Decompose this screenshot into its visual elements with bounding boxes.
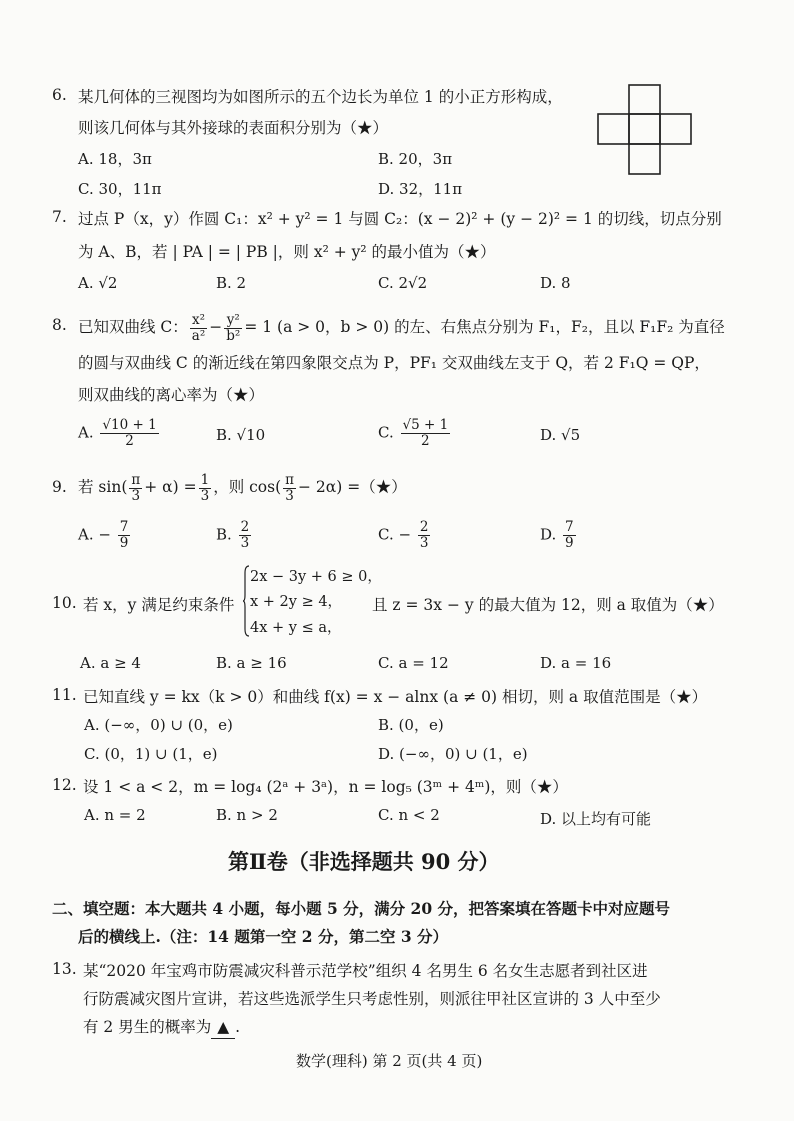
page-footer: 数学(理科) 第 2 页(共 4 页) (296, 1052, 483, 1070)
q12-option-c: C. n < 2 (378, 806, 440, 824)
q6-stem-line1: 某几何体的三视图均为如图所示的五个边长为单位 1 的小正方形构成， (78, 88, 563, 106)
q9-text-b: + α) = (144, 478, 197, 496)
q9-text-d: − 2α) =（★） (298, 478, 407, 496)
q8-text-tail: = 1 (a > 0，b > 0) 的左、右焦点分别为 F₁，F₂，且以 F₁F₂ 为直径 (244, 318, 725, 336)
q13-stem-line1: 某“2020 年宝鸡市防震减灾科普示范学校”组织 4 名男生 6 名女生志愿者到社区进 (83, 962, 648, 980)
q9-number: 9. (52, 478, 67, 496)
q9-option-d-den: 9 (565, 535, 574, 551)
q9-frac-pi3-2 (283, 473, 296, 504)
q9-stem (78, 470, 407, 504)
q8-option-a-frac (100, 418, 158, 449)
q9-one: 1 (200, 471, 210, 488)
q9-option-a-den: 9 (119, 535, 129, 551)
q9-option-d-num: 7 (565, 519, 574, 535)
q10-stem-tail: 且 z = 3x − y 的最大值为 12，则 a 取值为（★） (372, 596, 724, 614)
q6-number: 6. (52, 86, 67, 104)
q9-option-d-label: D. (540, 525, 557, 544)
q9-option-d (540, 520, 578, 551)
q9-option-d-frac (563, 520, 576, 551)
q8-frac-x-num: x² (190, 313, 207, 329)
q11-number: 11. (52, 686, 77, 704)
q11-stem: 已知直线 y = kx（k > 0）和曲线 f(x) = x − alnx (a ≠ 0) 相切，则 a 取值范围是（★） (83, 688, 708, 706)
q8-option-b: B. √10 (216, 426, 266, 444)
q8-frac-y-num: y² (224, 313, 242, 329)
q8-option-c-label: C. (378, 423, 394, 442)
q9-text-a: 若 sin( (78, 478, 128, 496)
q12-option-a: A. n = 2 (84, 806, 146, 824)
q8-stem-line2: 的圆与双曲线 C 的渐近线在第四象限交点为 P，PF₁ 交双曲线左支于 Q，若 2 F₁Q = QP， (78, 354, 710, 372)
q9-option-a-num: 7 (119, 519, 129, 535)
section2-instructions-line1: 二、填空题：本大题共 4 小题，每小题 5 分，满分 20 分，把答案填在答题卡中对应题号 (52, 899, 671, 918)
q6-stem-line2: 则该几何体与其外接球的表面积分别为（★） (78, 119, 389, 137)
q6-option-c: C. 30，11π (78, 180, 162, 198)
q9-three-2: 3 (200, 487, 210, 504)
q8-stem-line1 (78, 310, 725, 344)
q9-option-b-num: 2 (240, 519, 250, 535)
q8-stem-line3: 则双曲线的离心率为（★） (78, 386, 265, 404)
q9-option-c (378, 520, 432, 551)
section2-instructions-line2: 后的横线上.（注：14 题第一空 2 分，第二空 3 分） (78, 927, 449, 946)
q12-option-b: B. n > 2 (216, 806, 278, 824)
q9-option-c-label: C. − (378, 525, 412, 544)
q8-number: 8. (52, 316, 67, 334)
q8-frac-y (224, 313, 242, 344)
q6-option-d: D. 32，11π (378, 180, 463, 198)
q10-option-a: A. a ≥ 4 (80, 654, 141, 672)
q13-period: . (235, 1018, 241, 1036)
part2-title: 第Ⅱ卷（非选择题共 90 分） (228, 849, 500, 874)
q10-stem-lead: 若 x，y 满足约束条件 (83, 596, 235, 614)
q9-pi-1: π (131, 471, 141, 488)
q8-option-d: D. √5 (540, 426, 581, 444)
q8-option-c (378, 418, 452, 449)
q12-number: 12. (52, 776, 77, 794)
q9-frac-pi3-1 (129, 473, 142, 504)
q9-option-c-num: 2 (419, 519, 429, 535)
q11-option-d: D. (−∞，0) ∪ (1，e) (378, 745, 528, 763)
q7-option-a: A. √2 (78, 274, 118, 292)
q9-three-3: 3 (285, 487, 294, 504)
q8-text-lead: 已知双曲线 C： (78, 318, 188, 336)
q8-option-a-label: A. (78, 423, 94, 442)
q10-cond-3: 4x + y ≤ a， (250, 620, 342, 636)
q9-option-b-den: 3 (240, 535, 250, 551)
q7-option-b: B. 2 (216, 274, 247, 292)
q13-answer-blank: ▲ (211, 1016, 235, 1039)
q9-option-c-den: 3 (419, 535, 429, 551)
q7-number: 7. (52, 208, 67, 226)
q10-number: 10. (52, 594, 77, 612)
q11-option-c: C. (0，1) ∪ (1，e) (84, 745, 218, 763)
q11-option-b: B. (0，e) (378, 716, 444, 734)
q7-option-d: D. 8 (540, 274, 571, 292)
q6-five-squares-figure (597, 84, 737, 176)
q8-frac-x-den: a² (191, 327, 206, 344)
q8-option-c-frac (401, 418, 451, 449)
q9-option-b (216, 520, 253, 551)
q8-option-a-den: 2 (125, 433, 134, 449)
q7-stem-line2: 为 A、B，若 | PA | = | PB |，则 x² + y² 的最小值为（★） (78, 243, 496, 261)
q8-frac-y-den: b² (226, 327, 241, 344)
q13-stem-line3-text: 有 2 男生的概率为 (83, 1018, 212, 1036)
q10-cond-1: 2x − 3y + 6 ≥ 0， (250, 569, 382, 585)
q10-cond-2: x + 2y ≥ 4， (250, 594, 343, 610)
q9-text-c: ，则 cos( (213, 478, 282, 496)
q13-number: 13. (52, 960, 77, 978)
q13-stem-line2: 行防震减灾图片宣讲，若这些选派学生只考虑性别，则派往甲社区宣讲的 3 人中至少 (83, 990, 661, 1008)
q8-option-a-num: √10 + 1 (102, 417, 157, 433)
q8-option-c-den: 2 (421, 433, 430, 449)
q9-three-1: 3 (131, 487, 141, 504)
q10-left-brace (243, 565, 249, 637)
q9-frac-third (199, 473, 212, 504)
q9-option-b-label: B. (216, 525, 232, 544)
q11-option-a: A. (−∞，0) ∪ (0，e) (84, 716, 233, 734)
q10-option-b: B. a ≥ 16 (216, 654, 287, 672)
q13-stem-line3 (83, 1016, 240, 1039)
q12-stem: 设 1 < a < 2，m = log₄ (2ᵃ + 3ᵃ)，n = log₅ (3ᵐ + 4ᵐ)，则（★） (83, 778, 568, 796)
q10-option-d: D. a = 16 (540, 654, 612, 672)
q10-option-c: C. a = 12 (378, 654, 449, 672)
q8-minus: − (209, 318, 223, 336)
q7-stem-line1: 过点 P（x，y）作圆 C₁：x² + y² = 1 与圆 C₂：(x − 2)² + (y − 2)² = 1 的切线，切点分别 (78, 210, 722, 228)
q8-option-a (78, 418, 161, 449)
q6-option-a: A. 18，3π (78, 150, 152, 168)
q9-option-b-frac (239, 520, 252, 551)
q9-option-a-frac (118, 520, 131, 551)
q6-option-b: B. 20，3π (378, 150, 453, 168)
q9-option-a-label: A. − (78, 525, 111, 544)
q8-option-c-num: √5 + 1 (402, 417, 449, 433)
q9-option-c-frac (418, 520, 431, 551)
q12-option-d: D. 以上均有可能 (540, 810, 652, 828)
q8-frac-x (190, 313, 207, 344)
q7-option-c: C. 2√2 (378, 274, 428, 292)
q9-pi-2: π (285, 471, 295, 488)
q9-option-a (78, 520, 132, 551)
